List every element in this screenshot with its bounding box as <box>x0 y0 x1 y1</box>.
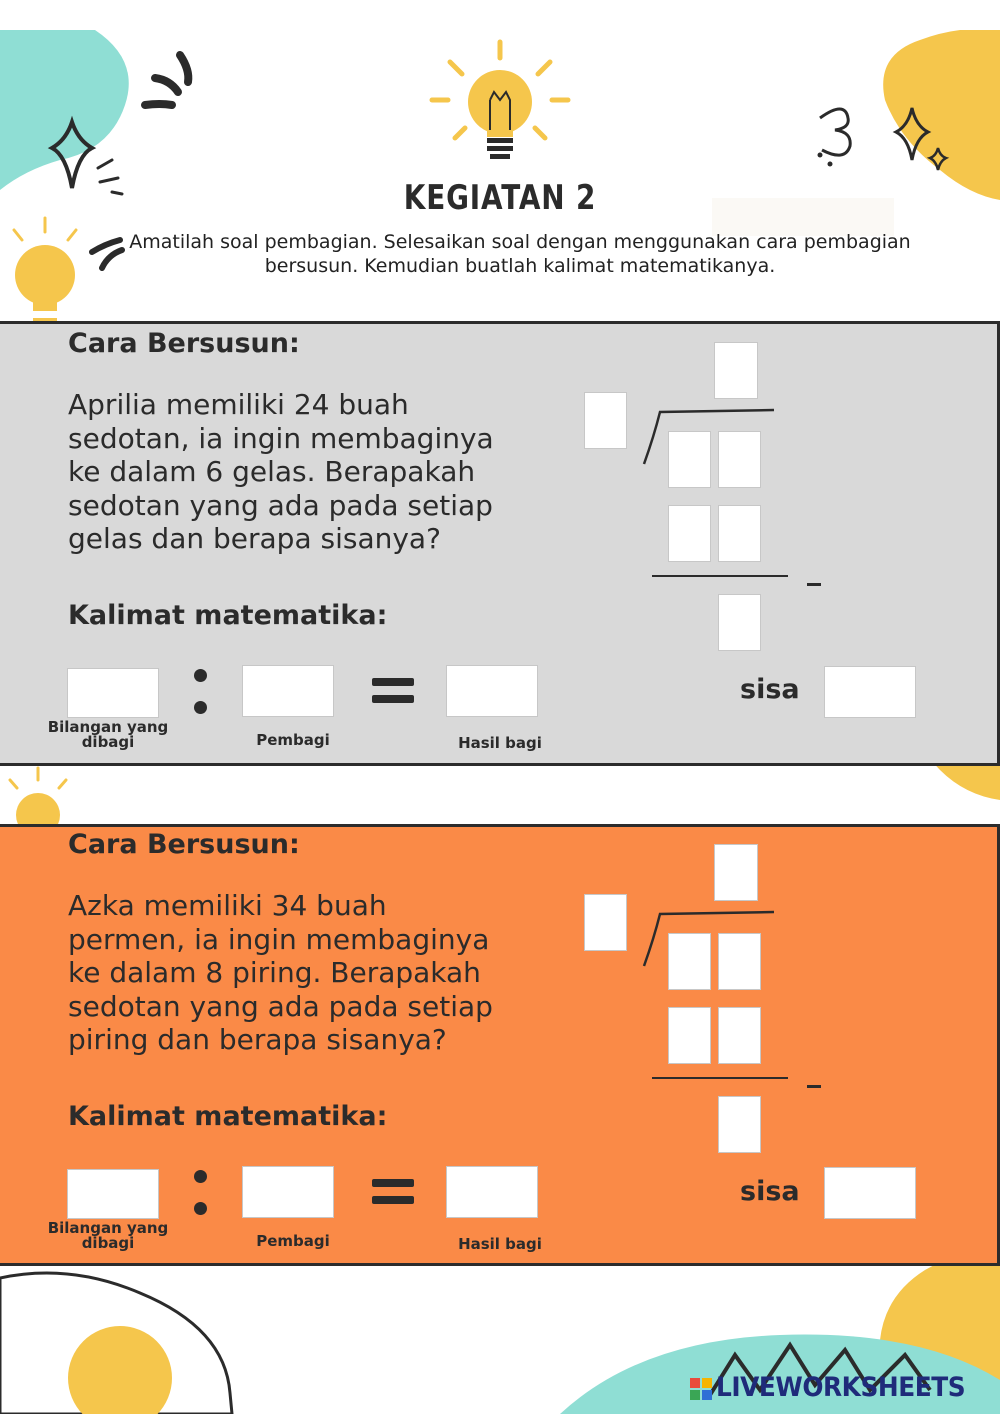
quotient-input-box[interactable] <box>446 665 538 717</box>
remainder-result-box[interactable] <box>718 594 761 651</box>
quotient-answer-box[interactable] <box>714 342 758 399</box>
sisa-label: sisa <box>740 674 800 705</box>
activity-panel-2 <box>0 824 1000 1266</box>
activity-panel-1 <box>0 321 1000 766</box>
yellow-blob-top-right <box>860 30 1000 200</box>
quotient-input-box[interactable] <box>446 1166 538 1218</box>
subtraction-line <box>652 575 788 577</box>
worksheet-instruction: Amatilah soal pembagian. Selesaikan soal dengan menggunakan cara pembagian bersusun. Kemudian buatlah kalimat matematikanya. <box>129 231 911 277</box>
dividend-label: Bilangan yang dibagi <box>47 1219 169 1252</box>
product-ones-box[interactable] <box>718 1007 761 1064</box>
minus-sign <box>807 583 821 586</box>
remainder-input-box[interactable] <box>824 1167 916 1219</box>
egg-blob-bottom-left <box>0 1268 240 1414</box>
equals-sign <box>372 678 414 704</box>
lightbulb-icon-top <box>432 42 568 138</box>
kalimat-matematika-heading: Kalimat matematika: <box>68 1101 388 1132</box>
quotient-label: Hasil bagi <box>458 1235 542 1253</box>
minus-sign <box>807 1085 821 1088</box>
dividend-ones-box[interactable] <box>718 431 761 488</box>
mint-blob-top-left <box>0 30 140 190</box>
product-tens-box[interactable] <box>668 505 711 562</box>
product-tens-box[interactable] <box>668 1007 711 1064</box>
divisor-input-box[interactable] <box>242 665 334 717</box>
divisor-answer-box[interactable] <box>584 894 627 951</box>
quotient-answer-box[interactable] <box>714 844 758 901</box>
divisor-input-box[interactable] <box>242 1166 334 1218</box>
problem-text: Azka memiliki 34 buah permen, ia ingin membaginya ke dalam 8 piring. Berapakah sedotan yang ada pada setiap piring dan berapa sisanya? <box>68 889 493 1056</box>
divisor-label: Pembagi <box>256 1232 330 1250</box>
kalimat-matematika-heading: Kalimat matematika: <box>68 600 388 631</box>
remainder-input-box[interactable] <box>824 666 916 718</box>
divisor-label: Pembagi <box>256 731 330 749</box>
divisor-answer-box[interactable] <box>584 392 627 449</box>
worksheet-title: KEGIATAN 2 <box>403 178 597 218</box>
dividend-input-box[interactable] <box>67 1169 159 1219</box>
problem-text: Aprilia memiliki 24 buah sedotan, ia ingin membaginya ke dalam 6 gelas. Berapakah sedotan yang ada pada setiap gelas dan berapa sisanya? <box>68 388 494 555</box>
subtraction-line <box>652 1077 788 1079</box>
dividend-tens-box[interactable] <box>668 933 711 990</box>
quotient-label: Hasil bagi <box>458 734 542 752</box>
cara-bersusun-heading: Cara Bersusun: <box>68 328 300 359</box>
product-ones-box[interactable] <box>718 505 761 562</box>
liveworksheets-logo-icon <box>690 1378 712 1400</box>
dividend-label: Bilangan yang dibagi <box>47 718 169 751</box>
dividend-tens-box[interactable] <box>668 431 711 488</box>
cara-bersusun-heading: Cara Bersusun: <box>68 829 300 860</box>
equals-sign <box>372 1179 414 1205</box>
remainder-result-box[interactable] <box>718 1096 761 1153</box>
dividend-ones-box[interactable] <box>718 933 761 990</box>
liveworksheets-brand[interactable]: LIVEWORKSHEETS <box>716 1372 966 1403</box>
dividend-input-box[interactable] <box>67 668 159 718</box>
sisa-label: sisa <box>740 1176 800 1207</box>
